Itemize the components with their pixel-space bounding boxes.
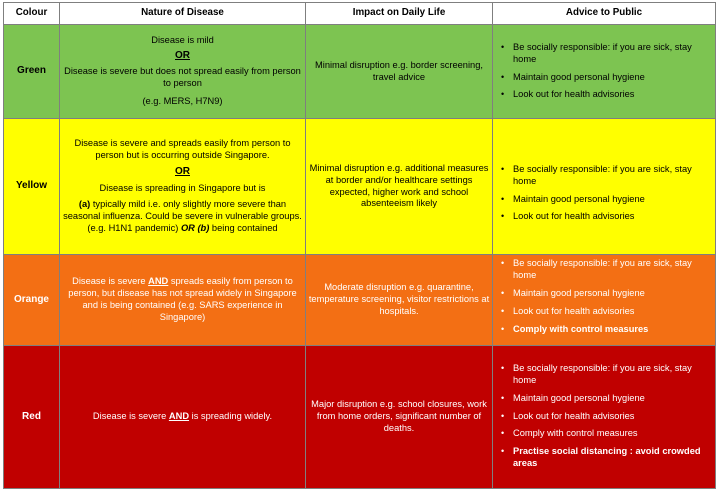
bullet-icon: • xyxy=(501,446,505,457)
bullet-icon: • xyxy=(501,362,505,373)
condition-b-text: being contained xyxy=(209,223,278,234)
nature-conditions xyxy=(60,199,305,235)
advice-cell xyxy=(493,119,716,255)
row-yellow xyxy=(4,119,716,255)
or-b-label: OR (b) xyxy=(180,223,210,234)
nature-text: Disease is mild xyxy=(151,35,214,46)
advice-text: Maintain good personal hygiene xyxy=(513,288,645,299)
advice-item xyxy=(501,305,715,318)
condition-a-text: typically mild i.e. only slightly more severe than seasonal influenza. Could be severe in vulnerable groups. (e.g. H1N1 pandemic) xyxy=(63,199,302,234)
dorscon-table xyxy=(3,2,716,489)
nature-text-pre: Disease is severe xyxy=(72,276,149,287)
header-advice: Advice to Public xyxy=(493,3,716,25)
advice-item xyxy=(501,362,715,387)
advice-item xyxy=(501,163,715,188)
advice-text: Be socially responsible: if you are sick, stay home xyxy=(513,362,692,385)
bullet-icon: • xyxy=(501,71,505,82)
advice-text: Look out for health advisories xyxy=(513,410,635,421)
header-impact: Impact on Daily Life xyxy=(306,3,493,25)
advice-item xyxy=(501,41,715,66)
or-divider: OR xyxy=(175,165,190,177)
advice-item xyxy=(501,258,715,282)
nature-cell xyxy=(60,25,306,119)
bullet-icon: • xyxy=(501,193,505,204)
impact-cell: Minimal disruption e.g. border screening, travel advice xyxy=(306,25,493,119)
header-nature: Nature of Disease xyxy=(60,3,306,25)
advice-item xyxy=(501,89,715,101)
advice-item xyxy=(501,288,715,300)
nature-cell xyxy=(60,255,306,346)
advice-text: Be socially responsible: if you are sick, stay home xyxy=(513,41,692,64)
advice-cell xyxy=(493,255,716,346)
advice-text: Be socially responsible: if you are sick, stay home xyxy=(513,163,692,186)
nature-text xyxy=(60,411,305,423)
impact-cell: Moderate disruption e.g. quarantine, temperature screening, visitor restrictions at hospitals. xyxy=(306,255,493,346)
advice-item xyxy=(501,71,715,84)
advice-text: Look out for health advisories xyxy=(513,211,635,222)
advice-text: Maintain good personal hygiene xyxy=(513,392,645,403)
and-emphasis: AND xyxy=(148,276,169,287)
colour-label: Green xyxy=(4,25,60,119)
header-row xyxy=(4,3,716,25)
bullet-icon: • xyxy=(501,41,505,52)
advice-text: Be socially responsible: if you are sick, stay home xyxy=(513,258,692,281)
row-red xyxy=(4,346,716,489)
header-colour: Colour xyxy=(4,3,60,25)
advice-cell xyxy=(493,346,716,489)
bullet-icon: • xyxy=(501,410,505,421)
advice-text: Maintain good personal hygiene xyxy=(513,71,645,82)
nature-text: Disease is spreading in Singapore but is xyxy=(99,182,266,193)
advice-item xyxy=(501,410,715,423)
nature-text: Disease is severe and spreads easily from person to person but is occurring outside Singapore. xyxy=(74,137,291,160)
nature-text-post: is spreading widely. xyxy=(189,411,273,422)
advice-item xyxy=(501,323,715,336)
bullet-icon: • xyxy=(501,211,505,222)
advice-item xyxy=(501,392,715,405)
advice-item xyxy=(501,446,715,470)
condition-a-label: (a) xyxy=(78,199,91,210)
nature-text xyxy=(60,276,305,324)
advice-text: Comply with control measures xyxy=(513,428,638,439)
nature-text-post: spreads easily from person to person, but disease has not spread widely in Singapore and is being contained (e.g. SARS experience in Singapore) xyxy=(68,276,297,322)
bullet-icon: • xyxy=(501,428,505,439)
and-emphasis: AND xyxy=(168,411,190,422)
row-green xyxy=(4,25,716,119)
nature-text-pre: Disease is severe xyxy=(92,411,169,422)
nature-cell xyxy=(60,346,306,489)
nature-example: (e.g. MERS, H7N9) xyxy=(142,95,223,106)
advice-list xyxy=(493,258,715,335)
advice-text: Look out for health advisories xyxy=(513,89,635,100)
advice-text-bold: Comply with control measures xyxy=(513,323,649,334)
bullet-icon: • xyxy=(501,323,505,334)
bullet-icon: • xyxy=(501,288,505,299)
bullet-icon: • xyxy=(501,392,505,403)
advice-cell xyxy=(493,25,716,119)
advice-item xyxy=(501,193,715,206)
advice-text-bold: Practise social distancing : avoid crowded areas xyxy=(513,446,701,469)
impact-cell: Major disruption e.g. school closures, work from home orders, significant number of deaths. xyxy=(306,346,493,489)
nature-text: Disease is severe but does not spread easily from person to person xyxy=(64,66,301,88)
advice-item xyxy=(501,211,715,223)
advice-text: Look out for health advisories xyxy=(513,305,635,316)
advice-text: Maintain good personal hygiene xyxy=(513,193,645,204)
colour-label: Red xyxy=(4,346,60,489)
advice-item xyxy=(501,428,715,440)
bullet-icon: • xyxy=(501,163,505,174)
advice-list xyxy=(493,42,715,102)
colour-label: Yellow xyxy=(4,119,60,255)
row-orange xyxy=(4,255,716,346)
bullet-icon: • xyxy=(501,89,505,100)
advice-list xyxy=(493,363,715,470)
impact-cell: Minimal disruption e.g. additional measures at border and/or healthcare settings expected, higher work and school absenteeism likely xyxy=(306,119,493,255)
or-divider: OR xyxy=(175,50,190,62)
colour-label: Orange xyxy=(4,255,60,346)
advice-list xyxy=(493,164,715,224)
bullet-icon: • xyxy=(501,258,505,269)
bullet-icon: • xyxy=(501,305,505,316)
nature-cell xyxy=(60,119,306,255)
